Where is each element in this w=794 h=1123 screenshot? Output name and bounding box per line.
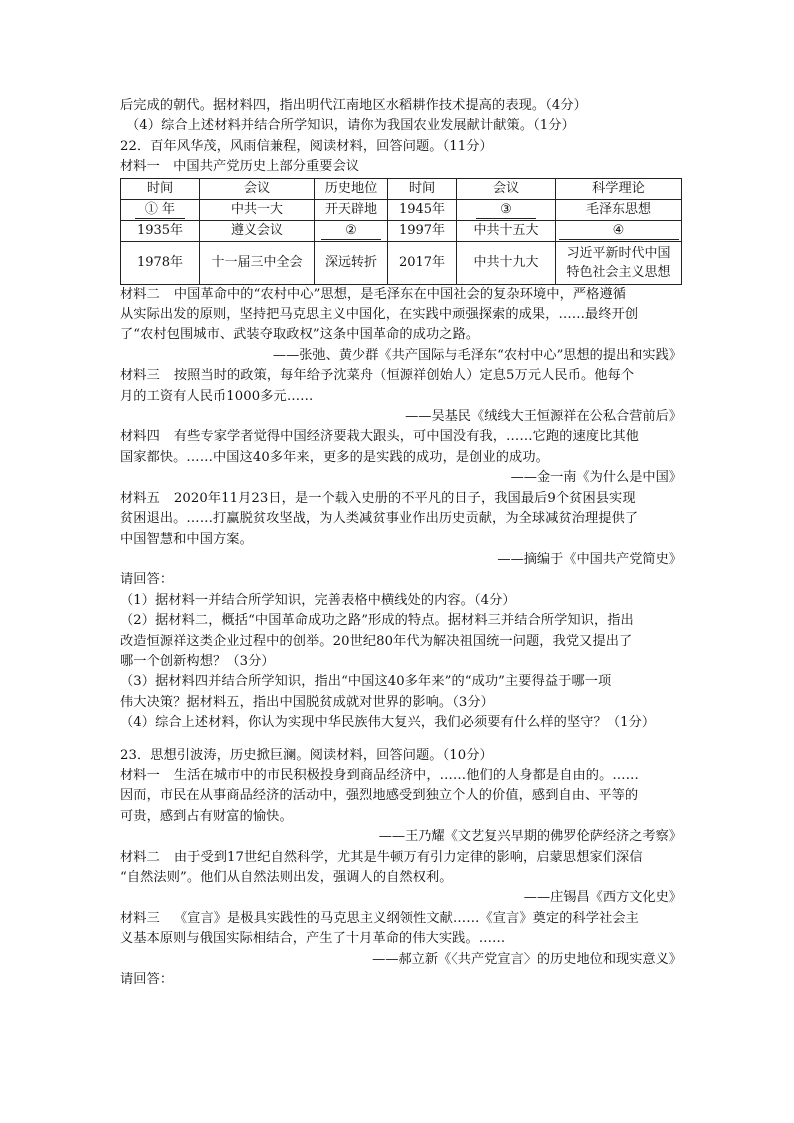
material-5-line xyxy=(120,489,682,509)
table-header-row xyxy=(121,178,682,199)
table-cell: 开天辟地 xyxy=(315,199,388,220)
table-cell: 中共十九大 xyxy=(457,241,556,284)
table-cell xyxy=(556,241,682,284)
sub-question: 改造恒源祥这类企业过程中的创举。20世纪80年代为解决祖国统一问题，我党又提出了 xyxy=(120,633,633,649)
material-5-source: ——摘编于《中国共产党简史》 xyxy=(497,551,682,567)
material-5-line: 中国智慧和中国方案。 xyxy=(120,531,253,547)
ask-label: 请回答： xyxy=(120,572,174,588)
sub-question: （4）综合上述材料，你认为实现中华民族伟大复兴，我们必须要有什么样的坚守？（1分） xyxy=(120,715,656,731)
table-cell: 遵义会议 xyxy=(200,220,315,241)
material-label: 材料四 xyxy=(120,429,160,445)
material-text: 有些专家学者觉得中国经济要栽大跟头，可中国没有我，……它跑的速度比其他 xyxy=(173,429,639,445)
material-1-title: 材料一 中国共产党历史上部分重要会议 xyxy=(120,159,360,175)
header-cell: 会议 xyxy=(200,178,315,199)
material-3-line: 月的工资有人民币1000多元…… xyxy=(120,388,314,404)
material-2-line: 从实际出发的原则，坚持把马克思主义中国化，在实践中顽强探索的成果，……最终开创 xyxy=(120,307,639,323)
material-3-line xyxy=(120,366,682,386)
table-cell xyxy=(556,220,682,241)
blank-4: ④ xyxy=(559,223,679,240)
material-label: 材料二 xyxy=(120,286,160,302)
q23-material-3-source: ——郝立新《〈共产党宣言〉的历史地位和现实意义》 xyxy=(372,951,682,967)
q23-material-1-line: 可贵，感到占有财富的愉快。 xyxy=(120,808,293,824)
material-text: 2020年11月23日，是一个载入史册的不平凡的日子，我国最后9个贫困县实现 xyxy=(173,490,636,506)
cell-line: 特色社会主义思想 xyxy=(566,264,671,280)
material-4-line xyxy=(120,427,682,447)
material-text: 按照当时的政策，每年给予沈菜舟（恒源祥创始人）定息5万元人民币。他每个 xyxy=(173,368,635,384)
question-line: （4）综合上述材料并结合所学知识，请你为我国农业发展献计献策。（1分） xyxy=(126,118,575,134)
material-label: 材料三 xyxy=(120,910,160,926)
table-cell xyxy=(121,199,200,220)
material-2-line xyxy=(120,285,682,305)
blank-2: ② xyxy=(321,223,381,240)
table-cell: 深远转折 xyxy=(315,241,388,284)
header-cell: 科学理论 xyxy=(556,178,682,199)
material-label: 材料三 xyxy=(120,368,160,384)
q23-material-1-line: 因而，市民在从事商品经济的活动中，强烈地感受到独立个人的价值，感到自由、平等的 xyxy=(120,788,639,804)
material-label: 材料一 xyxy=(120,767,160,783)
sub-question: （1）据材料一并结合所学知识，完善表格中横线处的内容。（4分） xyxy=(120,592,516,608)
material-2-line: 了“农村包围城市、武装夺取政权”这条中国革命的成功之路。 xyxy=(120,327,480,343)
material-text: 生活在城市中的市民积极投身到商品经济中，……他们的人身都是自由的。…… xyxy=(173,767,639,783)
material-text: 《宣言》是极具实践性的马克思主义纲领性文献……《宣言》奠定的科学社会主 xyxy=(173,910,639,926)
question-23-heading: 23．思想引波涛，历史掀巨澜。阅读材料，回答问题。（10分） xyxy=(120,747,493,763)
table-cell: 1935年 xyxy=(121,220,200,241)
table-cell: 中共十五大 xyxy=(457,220,556,241)
q23-material-1-line xyxy=(120,766,682,786)
meetings-table xyxy=(120,178,682,285)
table-cell: 中共一大 xyxy=(200,199,315,220)
material-3-source: ——吴基民《绒线大王恒源祥在公私合营前后》 xyxy=(405,409,682,425)
q23-material-2-line xyxy=(120,848,682,868)
header-cell: 历史地位 xyxy=(315,178,388,199)
table-cell: 毛泽东思想 xyxy=(556,199,682,220)
q23-material-2-line: “自然法则”。他们从自然法则出发，强调人的自然权利。 xyxy=(120,870,453,885)
table-cell: 十一届三中全会 xyxy=(200,241,315,284)
table-row xyxy=(121,220,682,241)
sub-question: （2）据材料二，概括“中国革命成功之路”形成的特点。据材料三并结合所学知识，指出 xyxy=(120,613,634,629)
material-2-source: ——张弛、黄少群《共产国际与毛泽东“农村中心”思想的提出和实践》 xyxy=(272,347,682,363)
text-line: 后完成的朝代。据材料四，指出明代江南地区水稻耕作技术提高的表现。（4分） xyxy=(120,98,587,113)
header-cell: 会议 xyxy=(457,178,556,199)
table-cell: 1978年 xyxy=(121,241,200,284)
header-cell: 时间 xyxy=(121,178,200,199)
table-cell: 1945年 xyxy=(388,199,457,220)
spacer xyxy=(120,734,682,746)
table-row xyxy=(121,199,682,220)
q23-material-2-source: ——庄锡昌《西方文化史》 xyxy=(523,890,682,906)
exam-page xyxy=(120,96,682,990)
sub-question: 哪一个创新构想？（3分） xyxy=(120,653,275,669)
question-22-heading: 22．百年风华茂，风雨信兼程，阅读材料，回答问题。（11分） xyxy=(120,138,493,154)
material-4-source: ——金一南《为什么是中国》 xyxy=(510,470,682,486)
ask-label: 请回答： xyxy=(120,972,174,988)
q23-material-1-source: ——王乃耀《文艺复兴早期的佛罗伦萨经济之考察》 xyxy=(378,829,682,845)
table-cell xyxy=(457,199,556,220)
sub-question: （3）据材料四并结合所学知识，指出“中国这40多年来”的“成功”主要得益于哪一项 xyxy=(120,674,612,690)
material-label: 材料五 xyxy=(120,490,160,506)
blank-1: ① 年 xyxy=(135,202,185,219)
blank-3: ③ xyxy=(476,202,536,219)
table-cell: 1997年 xyxy=(388,220,457,241)
sub-question: 伟大决策？据材料五，指出中国脱贫成就对世界的影响。（3分） xyxy=(120,694,494,710)
material-text: 由于受到17世纪自然科学，尤其是牛顿万有引力定律的影响，启蒙思想家们深信 xyxy=(173,849,643,865)
material-5-line: 贫困退出。……打赢脱贫攻坚战，为人类减贫事业作出历史贡献，为全球减贫治理提供了 xyxy=(120,511,639,527)
material-4-line: 国家都快。……中国这40多年来，更多的是实践的成功，是创业的成功。 xyxy=(120,449,549,465)
material-label: 材料二 xyxy=(120,849,160,865)
table-cell: 2017年 xyxy=(388,241,457,284)
q23-material-3-line xyxy=(120,909,682,929)
cell-line: 习近平新时代中国 xyxy=(566,245,671,261)
q23-material-3-line: 义基本原则与俄国实际相结合，产生了十月革命的伟大实践。…… xyxy=(120,931,506,947)
table-cell xyxy=(315,220,388,241)
material-text: 中国革命中的“农村中心”思想，是毛泽东在中国社会的复杂环境中，严格遵循 xyxy=(173,286,627,302)
header-cell: 时间 xyxy=(388,178,457,199)
table-row xyxy=(121,241,682,284)
